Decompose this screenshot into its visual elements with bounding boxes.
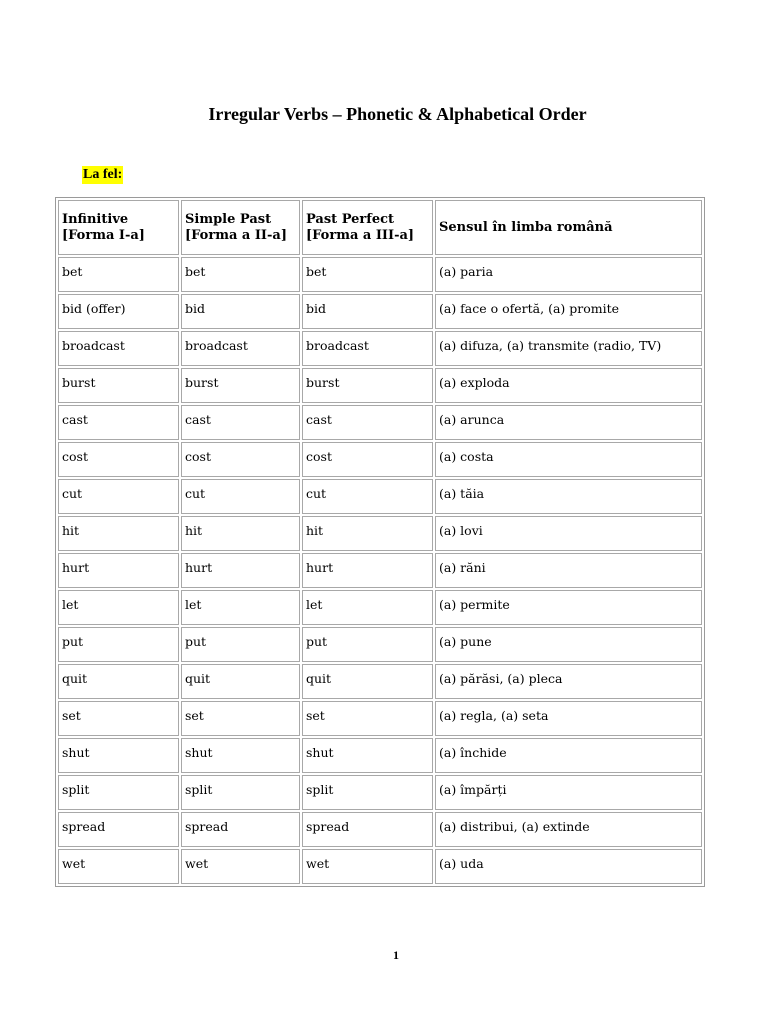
- table-row: [58, 405, 702, 440]
- past-perfect-cell: [302, 590, 433, 625]
- table-row: [58, 331, 702, 366]
- cell-text: burst: [62, 374, 96, 390]
- simple-past-cell: [181, 294, 300, 329]
- meaning-cell: [435, 368, 702, 403]
- header-infinitive-line1: Infinitive: [62, 211, 129, 227]
- cell-text: quit: [185, 670, 211, 686]
- cell-text: bid: [306, 300, 327, 316]
- past-perfect-cell: [302, 257, 433, 292]
- cell-text: set: [306, 707, 325, 723]
- past-perfect-cell: [302, 553, 433, 588]
- infinitive-cell: [58, 368, 179, 403]
- meaning-cell: [435, 405, 702, 440]
- past-perfect-cell: [302, 442, 433, 477]
- cell-text: (a) distribui, (a) extinde: [439, 818, 590, 834]
- cell-text: shut: [62, 744, 90, 760]
- cell-text: quit: [62, 670, 88, 686]
- cell-text: (a) arunca: [439, 411, 505, 427]
- cell-text: hit: [185, 522, 203, 538]
- page-title: Irregular Verbs – Phonetic & Alphabetical Order: [208, 104, 587, 124]
- cell-text: cast: [185, 411, 211, 427]
- meaning-cell: [435, 442, 702, 477]
- cell-text: split: [185, 781, 213, 797]
- cell-text: quit: [306, 670, 332, 686]
- infinitive-cell: [58, 701, 179, 736]
- cell-text: wet: [306, 855, 330, 871]
- header-simple-past-line1: Simple Past: [185, 211, 272, 227]
- header-past-perfect: [302, 200, 433, 255]
- cell-text: set: [185, 707, 204, 723]
- meaning-cell: [435, 849, 702, 884]
- simple-past-cell: [181, 664, 300, 699]
- cell-text: bid (offer): [62, 300, 126, 316]
- header-simple-past: [181, 200, 300, 255]
- cell-text: hit: [62, 522, 80, 538]
- header-infinitive: [58, 200, 179, 255]
- meaning-cell: [435, 479, 702, 514]
- infinitive-cell: [58, 627, 179, 662]
- cell-text: put: [185, 633, 207, 649]
- past-perfect-cell: [302, 664, 433, 699]
- past-perfect-cell: [302, 775, 433, 810]
- cell-text: cast: [306, 411, 332, 427]
- infinitive-cell: [58, 849, 179, 884]
- table-row: [58, 553, 702, 588]
- cell-text: cut: [62, 485, 83, 501]
- cell-text: broadcast: [306, 337, 369, 353]
- cell-text: let: [62, 596, 79, 612]
- table-row: [58, 294, 702, 329]
- meaning-cell: [435, 701, 702, 736]
- cell-text: hurt: [306, 559, 334, 575]
- infinitive-cell: [58, 553, 179, 588]
- meaning-cell: [435, 553, 702, 588]
- simple-past-cell: [181, 516, 300, 551]
- cell-text: cut: [306, 485, 327, 501]
- cell-text: shut: [306, 744, 334, 760]
- simple-past-cell: [181, 627, 300, 662]
- simple-past-cell: [181, 738, 300, 773]
- past-perfect-cell: [302, 331, 433, 366]
- meaning-cell: [435, 738, 702, 773]
- table-row: [58, 775, 702, 810]
- cell-text: (a) pune: [439, 633, 492, 649]
- infinitive-cell: [58, 442, 179, 477]
- cell-text: (a) difuza, (a) transmite (radio, TV): [439, 337, 662, 353]
- past-perfect-cell: [302, 516, 433, 551]
- cell-text: cost: [62, 448, 88, 464]
- cell-text: (a) exploda: [439, 374, 510, 390]
- table-row: [58, 738, 702, 773]
- simple-past-cell: [181, 701, 300, 736]
- infinitive-cell: [58, 590, 179, 625]
- cell-text: broadcast: [185, 337, 248, 353]
- cell-text: cost: [306, 448, 332, 464]
- table-header-row: [58, 200, 702, 255]
- cell-text: set: [62, 707, 81, 723]
- cell-text: (a) regla, (a) seta: [439, 707, 549, 723]
- table-row: [58, 442, 702, 477]
- cell-text: put: [306, 633, 328, 649]
- meaning-cell: [435, 516, 702, 551]
- header-meaning: [435, 200, 702, 255]
- cell-text: burst: [306, 374, 340, 390]
- header-past-perfect-line1: Past Perfect: [306, 211, 395, 227]
- infinitive-cell: [58, 479, 179, 514]
- table-row: [58, 627, 702, 662]
- table-row: [58, 849, 702, 884]
- simple-past-cell: [181, 590, 300, 625]
- cell-text: (a) uda: [439, 855, 484, 871]
- cell-text: let: [185, 596, 202, 612]
- cell-text: bet: [306, 263, 327, 279]
- table-row: [58, 479, 702, 514]
- table-row: [58, 664, 702, 699]
- cell-text: split: [62, 781, 90, 797]
- past-perfect-cell: [302, 405, 433, 440]
- cell-text: (a) răni: [439, 559, 486, 575]
- cell-text: cost: [185, 448, 211, 464]
- cell-text: wet: [185, 855, 209, 871]
- table-row: [58, 701, 702, 736]
- cell-text: (a) face o ofertă, (a) promite: [439, 300, 620, 316]
- past-perfect-cell: [302, 701, 433, 736]
- simple-past-cell: [181, 812, 300, 847]
- cell-text: put: [62, 633, 84, 649]
- simple-past-cell: [181, 257, 300, 292]
- header-infinitive-line2: [Forma I-a]: [62, 227, 145, 243]
- infinitive-cell: [58, 812, 179, 847]
- past-perfect-cell: [302, 849, 433, 884]
- header-meaning-label: Sensul în limba română: [439, 219, 613, 235]
- cell-text: wet: [62, 855, 86, 871]
- meaning-cell: [435, 775, 702, 810]
- table-row: [58, 368, 702, 403]
- cell-text: let: [306, 596, 323, 612]
- meaning-cell: [435, 331, 702, 366]
- cell-text: (a) părăsi, (a) pleca: [439, 670, 563, 686]
- past-perfect-cell: [302, 812, 433, 847]
- infinitive-cell: [58, 664, 179, 699]
- cell-text: burst: [185, 374, 219, 390]
- cell-text: spread: [62, 818, 106, 834]
- simple-past-cell: [181, 775, 300, 810]
- infinitive-cell: [58, 775, 179, 810]
- table-row: [58, 812, 702, 847]
- cell-text: (a) închide: [439, 744, 507, 760]
- cell-text: spread: [185, 818, 229, 834]
- meaning-cell: [435, 590, 702, 625]
- cell-text: (a) costa: [439, 448, 494, 464]
- cell-text: spread: [306, 818, 350, 834]
- simple-past-cell: [181, 479, 300, 514]
- simple-past-cell: [181, 368, 300, 403]
- irregular-verbs-table: [55, 197, 705, 887]
- cell-text: (a) tăia: [439, 485, 485, 501]
- meaning-cell: [435, 664, 702, 699]
- page-number: 1: [393, 948, 399, 962]
- cell-text: (a) permite: [439, 596, 510, 612]
- cell-text: split: [306, 781, 334, 797]
- cell-text: (a) paria: [439, 263, 494, 279]
- infinitive-cell: [58, 516, 179, 551]
- simple-past-cell: [181, 405, 300, 440]
- simple-past-cell: [181, 331, 300, 366]
- past-perfect-cell: [302, 738, 433, 773]
- header-past-perfect-line2: [Forma a III-a]: [306, 227, 415, 243]
- table-row: [58, 590, 702, 625]
- meaning-cell: [435, 257, 702, 292]
- infinitive-cell: [58, 405, 179, 440]
- table-body: [58, 200, 702, 884]
- meaning-cell: [435, 627, 702, 662]
- section-label: La fel:: [83, 167, 123, 182]
- cell-text: hit: [306, 522, 324, 538]
- table-row: [58, 516, 702, 551]
- infinitive-cell: [58, 257, 179, 292]
- past-perfect-cell: [302, 627, 433, 662]
- cell-text: broadcast: [62, 337, 125, 353]
- cell-text: cast: [62, 411, 88, 427]
- past-perfect-cell: [302, 294, 433, 329]
- simple-past-cell: [181, 849, 300, 884]
- table-row: [58, 257, 702, 292]
- simple-past-cell: [181, 553, 300, 588]
- cell-text: (a) lovi: [439, 522, 483, 538]
- infinitive-cell: [58, 738, 179, 773]
- cell-text: bid: [185, 300, 206, 316]
- cell-text: hurt: [62, 559, 90, 575]
- past-perfect-cell: [302, 368, 433, 403]
- cell-text: hurt: [185, 559, 213, 575]
- simple-past-cell: [181, 442, 300, 477]
- cell-text: bet: [62, 263, 83, 279]
- infinitive-cell: [58, 331, 179, 366]
- cell-text: shut: [185, 744, 213, 760]
- infinitive-cell: [58, 294, 179, 329]
- meaning-cell: [435, 294, 702, 329]
- past-perfect-cell: [302, 479, 433, 514]
- cell-text: bet: [185, 263, 206, 279]
- header-simple-past-line2: [Forma a II-a]: [185, 227, 287, 243]
- cell-text: (a) împărți: [439, 781, 507, 797]
- meaning-cell: [435, 812, 702, 847]
- cell-text: cut: [185, 485, 206, 501]
